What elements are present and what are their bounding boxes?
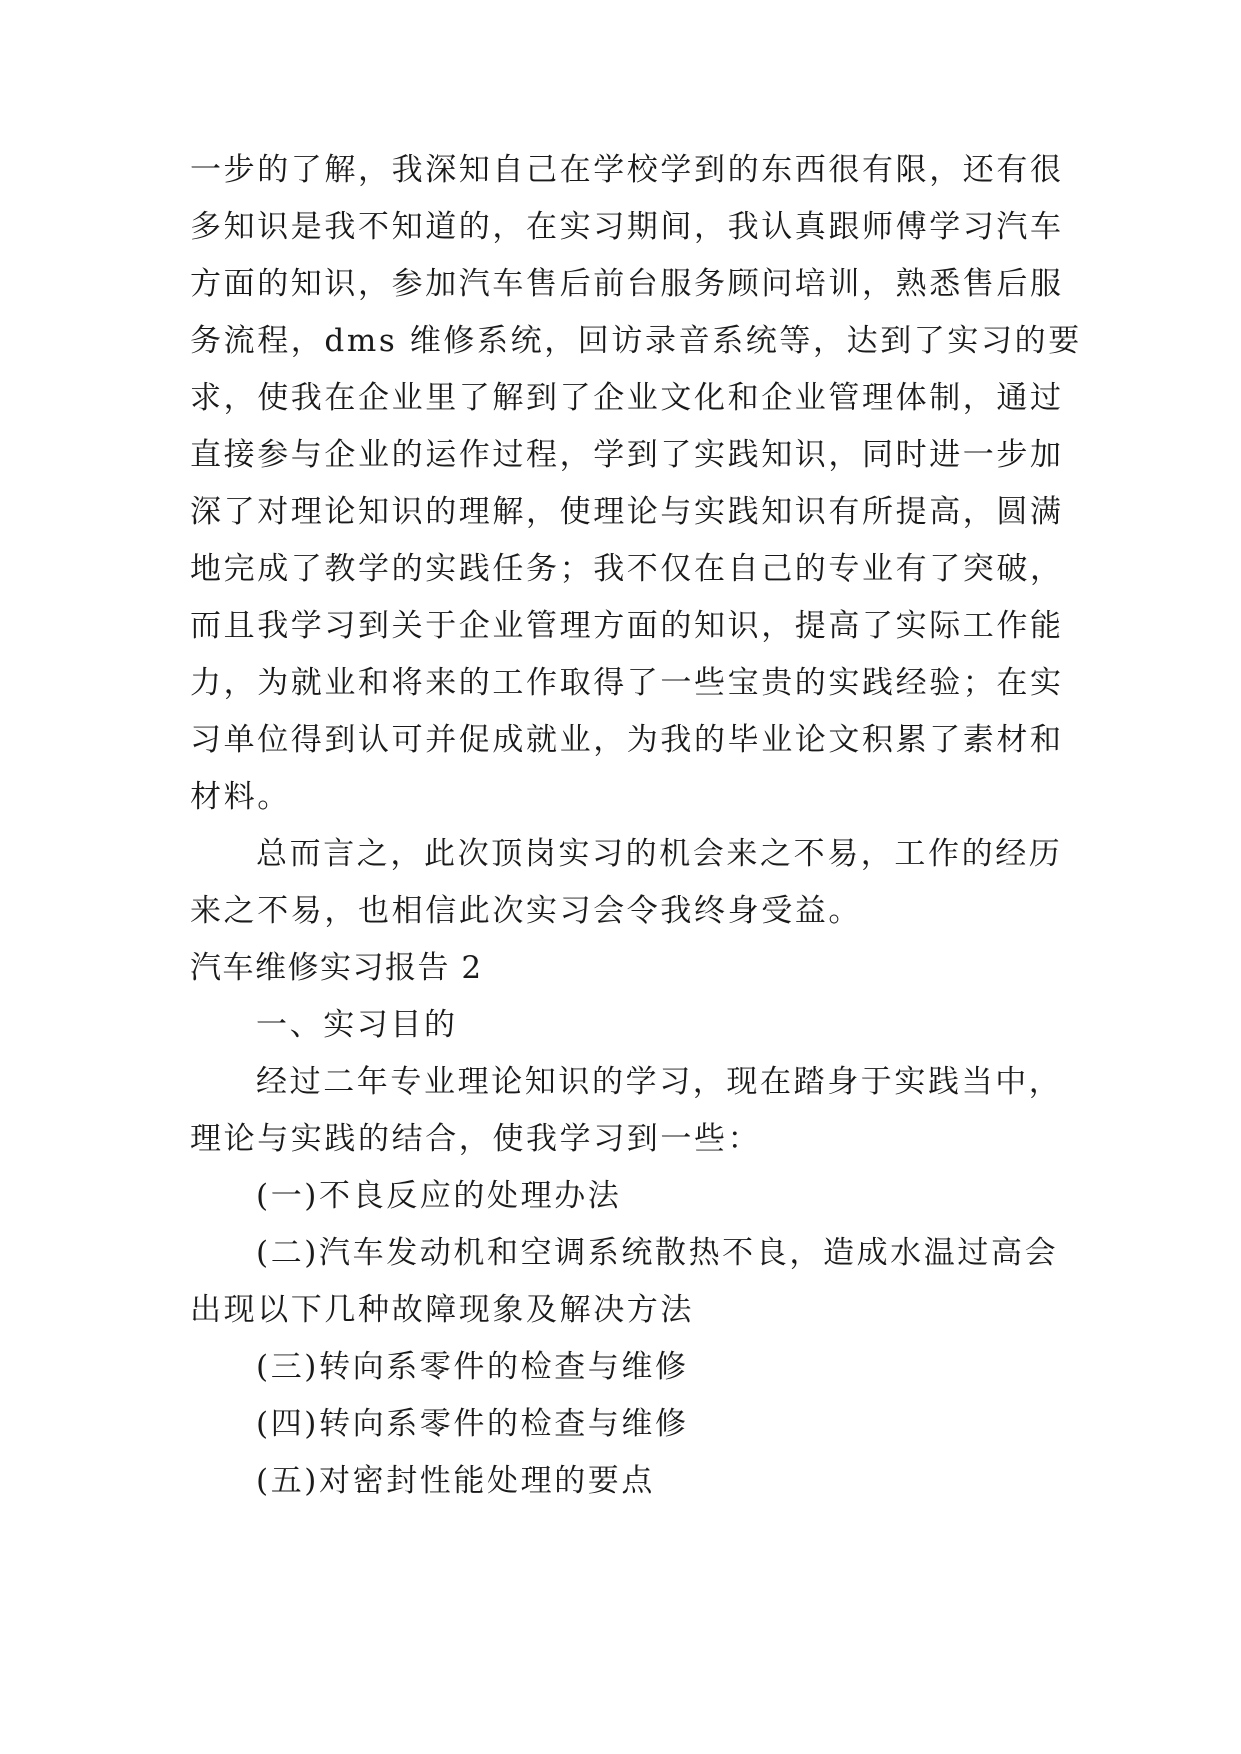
- paragraph-1-line-5: 求，使我在企业里了解到了企业文化和企业管理体制，通过: [190, 380, 1064, 416]
- paragraph-3-line-2: 理论与实践的结合，使我学习到一些：: [190, 1121, 762, 1157]
- list-item: (四)转向系零件的检查与维修: [256, 1406, 689, 1442]
- paragraph-1-line-12: 材料。: [190, 779, 291, 815]
- paragraph-1-line-9: 而且我学习到关于企业管理方面的知识，提高了实际工作能: [190, 608, 1064, 644]
- paragraph-1-line-1: 一步的了解，我深知自己在学校学到的东西很有限，还有很: [190, 152, 1064, 188]
- paragraph-2-line-1: 总而言之，此次顶岗实习的机会来之不易，工作的经历: [256, 836, 1063, 872]
- paragraph-1-line-4: 务流程，dms 维修系统，回访录音系统等，达到了实习的要: [190, 323, 1082, 359]
- list-item: (五)对密封性能处理的要点: [256, 1463, 655, 1499]
- paragraph-2-line-2: 来之不易，也相信此次实习会令我终身受益。: [190, 893, 862, 929]
- section-heading: 一、实习目的: [256, 1007, 458, 1043]
- list-item: (二)汽车发动机和空调系统散热不良，造成水温过高会: [256, 1235, 1059, 1271]
- paragraph-1-line-7: 深了对理论知识的理解，使理论与实践知识有所提高，圆满: [190, 494, 1064, 530]
- paragraph-1-line-10: 力，为就业和将来的工作取得了一些宝贵的实践经验；在实: [190, 665, 1064, 701]
- paragraph-1-line-8: 地完成了教学的实践任务；我不仅在自己的专业有了突破，: [190, 551, 1064, 587]
- list-item: (三)转向系零件的检查与维修: [256, 1349, 689, 1385]
- paragraph-3-line-1: 经过二年专业理论知识的学习，现在踏身于实践当中，: [256, 1064, 1063, 1100]
- list-item: (一)不良反应的处理办法: [256, 1178, 622, 1214]
- paragraph-1-line-6: 直接参与企业的运作过程，学到了实践知识，同时进一步加: [190, 437, 1064, 473]
- report-title: 汽车维修实习报告 2: [190, 950, 483, 986]
- list-item-continuation: 出现以下几种故障现象及解决方法: [190, 1292, 694, 1328]
- paragraph-1-line-11: 习单位得到认可并促成就业，为我的毕业论文积累了素材和: [190, 722, 1064, 758]
- paragraph-1-line-3: 方面的知识，参加汽车售后前台服务顾问培训，熟悉售后服: [190, 266, 1064, 302]
- paragraph-1-line-2: 多知识是我不知道的，在实习期间，我认真跟师傅学习汽车: [190, 209, 1064, 245]
